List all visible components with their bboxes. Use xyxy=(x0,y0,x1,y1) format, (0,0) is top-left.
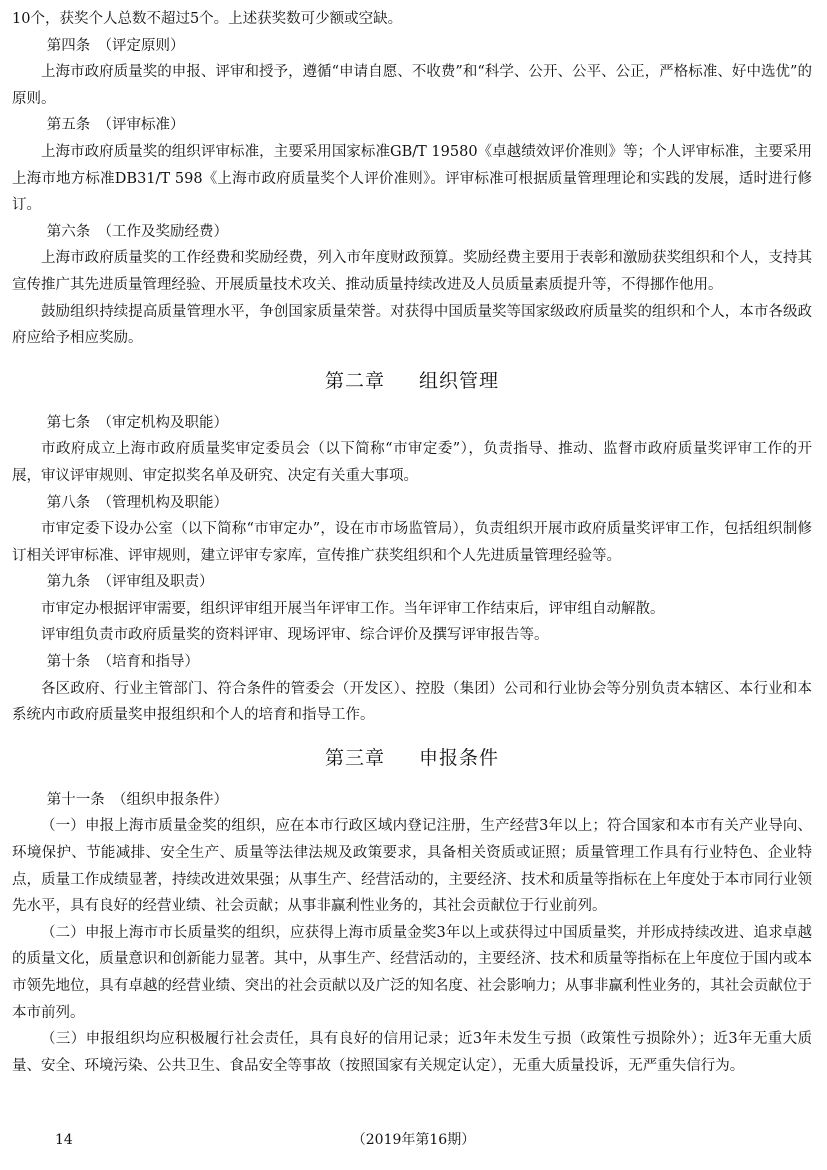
page-number: 14 xyxy=(55,1132,73,1148)
article-heading: 第十一条 （组织申报条件） xyxy=(46,791,229,808)
article-heading: 第七条 （审定机构及职能） xyxy=(46,414,229,431)
issue-label: （2019年第16期） xyxy=(351,1132,476,1148)
chapter-heading xyxy=(12,352,812,410)
chapter-number: 第三章 xyxy=(324,746,385,769)
body-paragraph: （二）申报上海市市长质量奖的组织，应获得上海市质量金奖3年以上或获得过中国质量奖，并形成持续改进、追求卓越的质量文化，质量意识和创新能力显著。其中，从事生产、经营活动的，主要经济、技术和质量等指标在上年度位于国内或本市领先地位，具有卓越的经营业绩、突出的社会贡献以及广泛的知名度、社会影响力；从事非赢利性业务的，其社会贡献位于本市前列。 xyxy=(12,924,812,1021)
body-paragraph: （一）申报上海市质量金奖的组织，应在本市行政区域内登记注册，生产经营3年以上；符合国家和本市有关产业导向、环境保护、节能减排、安全生产、质量等法律法规及政策要求，具备相关资质或证照；质量管理工作具有行业特色、企业特点，质量工作成绩显著，持续改进效果强；从事生产、经营活动的，主要经济、技术和质量等指标在上年度处于本市同行业领先水平，具有良好的经营业绩、社会贡献；从事非赢利性业务的，其社会贡献位于行业前列。 xyxy=(12,818,812,915)
article-heading: 第八条 （管理机构及职能） xyxy=(46,494,229,511)
chapter-heading xyxy=(12,729,812,787)
body-paragraph: 市审定委下设办公室（以下简称“市审定办”，设在市市场监管局），负责组织开展市政府质量奖评审工作，包括组织制修订相关评审标准、评审规则，建立评审专家库，宣传推广获奖组织和个人先进质量管理经验等。 xyxy=(12,521,812,564)
chapter-title: 申报条件 xyxy=(419,746,500,769)
body-paragraph: 市审定办根据评审需要，组织评审组开展当年评审工作。当年评审工作结束后，评审组自动解散。 xyxy=(41,600,665,617)
document-body xyxy=(12,6,812,1126)
body-paragraph: （三）申报组织均应积极履行社会责任，具有良好的信用记录；近3年未发生亏损（政策性亏损除外）；近3年无重大质量、安全、环境污染、公共卫生、食品安全等事故（按照国家有关规定认定），无重大质量投诉，无严重失信行为。 xyxy=(12,1031,812,1074)
body-paragraph: 市政府成立上海市政府质量奖审定委员会（以下简称“市审定委”），负责指导、推动、监督市政府质量奖评审工作的开展，审议评审规则、审定拟奖名单及研究、决定有关重大事项。 xyxy=(12,441,812,484)
body-paragraph: 上海市政府质量奖的工作经费和奖励经费，列入市年度财政预算。奖励经费主要用于表彰和激励获奖组织和个人，支持其宣传推广其先进质量管理经验、开展质量技术攻关、推动质量持续改进及人员质量素质提升等，不得挪作他用。 xyxy=(12,250,812,293)
body-paragraph: 上海市政府质量奖的组织评审标准，主要采用国家标准GB/T 19580《卓越绩效评价准则》等；个人评审标准，主要采用上海市地方标准DB31/T 598《上海市政府质量奖个人评价准则》。评审标准可根据质量管理理论和实践的发展，适时进行修订。 xyxy=(12,143,812,214)
body-paragraph: 上海市政府质量奖的申报、评审和授予，遵循“申请自愿、不收费”和“科学、公开、公平、公正，严格标准、好中选优”的原则。 xyxy=(12,64,812,107)
article-heading: 第四条 （评定原则） xyxy=(46,37,185,54)
article-heading: 第五条 （评审标准） xyxy=(46,117,185,134)
continued-paragraph: 10个，获奖个人总数不超过5个。上述获奖数可少额或空缺。 xyxy=(12,11,403,27)
page-footer xyxy=(0,1128,827,1152)
article-heading: 第十条 （培育和指导） xyxy=(46,654,200,671)
article-heading: 第六条 （工作及奖励经费） xyxy=(46,223,229,240)
chapter-title: 组织管理 xyxy=(419,369,500,392)
body-paragraph: 评审组负责市政府质量奖的资料评审、现场评审、综合评价及撰写评审报告等。 xyxy=(41,627,549,644)
body-paragraph: 鼓励组织持续提高质量管理水平，争创国家质量荣誉。对获得中国质量奖等国家级政府质量奖的组织和个人，本市各级政府应给予相应奖励。 xyxy=(12,303,812,347)
chapter-number: 第二章 xyxy=(324,369,385,392)
article-heading: 第九条 （评审组及职责） xyxy=(46,574,214,591)
body-paragraph: 各区政府、行业主管部门、符合条件的管委会（开发区）、控股（集团）公司和行业协会等分别负责本辖区、本行业和本系统内市政府质量奖申报组织和个人的培育和指导工作。 xyxy=(12,680,812,724)
